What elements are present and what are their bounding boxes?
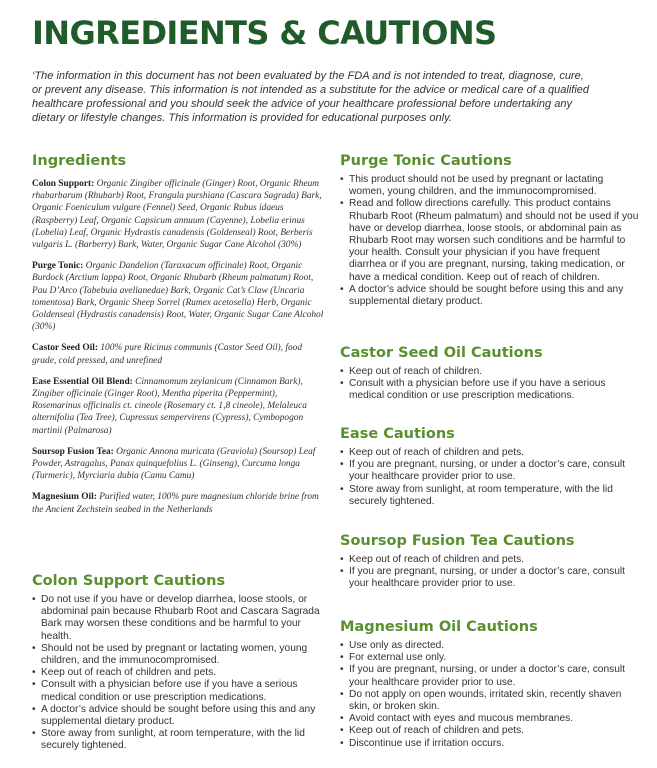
- fda-disclaimer: ‘The information in this document has not been evaluated by the FDA and is not intended to treat, diagnose, cure, or prevent any disease. This information is not intended as a substitute for the advice or medical care of a qualified healthcare professional and you should seek the advice of your healthcare professional before undertaking any dietary or lifestyle changes. This information is provided for educational purposes only.: [32, 70, 590, 124]
- purge-cautions-heading: Purge Tonic Cautions: [340, 153, 512, 169]
- ingredient-item: [32, 178, 328, 251]
- ingredient-item: [32, 376, 328, 437]
- caution-item: • Consult with a physician before use if you have a serious medical condition or use prescription medications.: [340, 378, 640, 402]
- ingredient-item: [32, 491, 328, 515]
- caution-item: • If you are pregnant, nursing, or under a doctor’s care, consult your healthcare provider prior to use.: [340, 459, 640, 483]
- ingredient-text: Organic Dandelion (Taraxacum officinale) Root, Organic Burdock (Arctium lappa) Root, Organic Rhubarb (Rheum palmatum) Root, Pau D’Arco (Tabebuia avellanedae) Bark, Organic Cat’s Claw (Uncaria tomentosa) Bark, Organic Sheep Sorrel (Rumex acetosella) Herb, Organic Goldenseal (Hydrastis canadensis) Root, Water, Organic Sugar Cane Alcohol (30%): [32, 261, 324, 333]
- caution-item: • A doctor’s advice should be sought before using this and any supplemental dietary product.: [32, 704, 328, 728]
- caution-item: • If you are pregnant, nursing, or under a doctor’s care, consult your healthcare provider prior to use.: [340, 566, 640, 590]
- ingredient-label: Purge Tonic:: [32, 261, 84, 272]
- colon-cautions-section: [32, 572, 328, 753]
- caution-item: • Should not be used by pregnant or lactating women, young children, and the immunocompromised.: [32, 643, 328, 667]
- caution-item: • A doctor’s advice should be sought before using this and any supplemental dietary product.: [340, 284, 640, 308]
- caution-item: • This product should not be used by pregnant or lactating women, young children, and the immunocompromised.: [340, 174, 640, 198]
- caution-item: • Do not apply on open wounds, irritated skin, recently shaven skin, or broken skin.: [340, 689, 640, 713]
- caution-item: • Keep out of reach of children and pets.: [340, 554, 640, 566]
- ingredient-label: Magnesium Oil:: [32, 492, 97, 503]
- caution-item: • Store away from sunlight, at room temperature, with the lid securely tightened.: [32, 728, 328, 752]
- magnesium-cautions-section: [340, 618, 640, 750]
- ingredients-section: [32, 152, 328, 525]
- colon-cautions-heading: Colon Support Cautions: [32, 573, 226, 589]
- ingredients-heading: Ingredients: [32, 153, 127, 169]
- caution-item: • Discontinue use if irritation occurs.: [340, 738, 640, 750]
- ingredient-item: [32, 260, 328, 333]
- caution-item: • Do not use if you have or develop diarrhea, loose stools, or abdominal pain because Rhubarb Root and Cascara Sagrada Bark may worsen these conditions and be harmful to your health.: [32, 594, 328, 643]
- ingredient-text: Purified water, 100% pure magnesium chloride brine from the Ancient Zechstein seabed in the Netherlands: [32, 492, 319, 515]
- ingredient-label: Soursop Fusion Tea:: [32, 446, 114, 457]
- ingredient-label: Castor Seed Oil:: [32, 343, 98, 354]
- soursop-cautions-section: [340, 532, 640, 591]
- ease-cautions-list: [340, 447, 640, 508]
- magnesium-cautions-list: [340, 640, 640, 750]
- ingredient-text: Organic Annona muricata (Graviola) (Soursop) Leaf Powder, Astragalus, Panax quinquefolius L. (Ginseng), Curcuma longa (Turmeric), Myrciaria dubia (Camu Camu): [32, 446, 316, 482]
- caution-item: • Keep out of reach of children and pets.: [340, 725, 640, 737]
- colon-cautions-list: [32, 594, 328, 753]
- ingredient-text: Cinnamomum zeylanicum (Cinnamon Bark), Zingiber officinale (Ginger Root), Mentha piperita (Peppermint), Rosemarinus officinalis ct. cineole (Rosemary ct. 1,8 cineole), Melaleuca alternifolia (Tea Tree), Cupressus sempervirens (Cypress), Cymbopogon martinii (Palmarosa): [32, 376, 307, 436]
- ingredient-label: Colon Support:: [32, 179, 95, 189]
- soursop-cautions-list: [340, 554, 640, 591]
- caution-item: • Store away from sunlight, at room temperature, with the lid securely tightened.: [340, 484, 640, 508]
- page-title: INGREDIENTS & CAUTIONS: [32, 14, 497, 52]
- purge-cautions-list: [340, 174, 640, 308]
- caution-item: • Consult with a physician before use if you have a serious medical condition or use prescription medications.: [32, 679, 328, 703]
- ingredient-text: Organic Zingiber officinale (Ginger) Root, Organic Rheum rhabarbarum (Rhubarb) Root, Frangula purshiana (Cascara Sagrada) Bark, Organic Foeniculum vulgare (Fennel) Seed, Organic Rubus idaeus (Raspberry) Leaf, Organic Capsicum annuum (Cayenne), Lobelia erinus (Lobelia) Leaf, Organic Hydrastis canadensis (Goldenseal) Root, Berberis vulgaris L. (Barberry) Bark, Water, Organic Sugar Cane Alcohol (30%): [32, 179, 322, 251]
- caution-item: • Read and follow directions carefully. This product contains Rhubarb Root (Rheum palmatum) and should not be used if you have or develop diarrhea, loose stools, or abdominal pain as Rhubarb Root may worsen such conditions and be harmful to your health. Consult your physician if you have frequent diarrhea or if you are pregnant, nursing, taking medication, or have a medical condition. Keep out of reach of children.: [340, 198, 640, 283]
- caution-item: • Avoid contact with eyes and mucous membranes.: [340, 713, 640, 725]
- ease-cautions-heading: Ease Cautions: [340, 426, 455, 442]
- magnesium-cautions-heading: Magnesium Oil Cautions: [340, 619, 538, 635]
- caution-item: • Use only as directed.: [340, 640, 640, 652]
- ease-cautions-section: [340, 425, 640, 508]
- ingredient-item: [32, 446, 328, 483]
- ingredients-list: [32, 178, 328, 516]
- ingredient-text: 100% pure Ricinus communis (Castor Seed Oil), food grade, cold pressed, and unrefined: [32, 343, 303, 366]
- castor-cautions-section: [340, 344, 640, 403]
- caution-item: • Keep out of reach of children and pets.: [32, 667, 328, 679]
- soursop-cautions-heading: Soursop Fusion Tea Cautions: [340, 533, 575, 549]
- caution-item: • For external use only.: [340, 652, 640, 664]
- caution-item: • Keep out of reach of children.: [340, 366, 640, 378]
- caution-item: • If you are pregnant, nursing, or under a doctor’s care, consult your healthcare provider prior to use.: [340, 664, 640, 688]
- ingredient-item: [32, 342, 328, 366]
- castor-cautions-heading: Castor Seed Oil Cautions: [340, 345, 543, 361]
- ingredient-label: Ease Essential Oil Blend:: [32, 376, 133, 387]
- castor-cautions-list: [340, 366, 640, 403]
- purge-cautions-section: [340, 152, 640, 308]
- caution-item: • Keep out of reach of children and pets.: [340, 447, 640, 459]
